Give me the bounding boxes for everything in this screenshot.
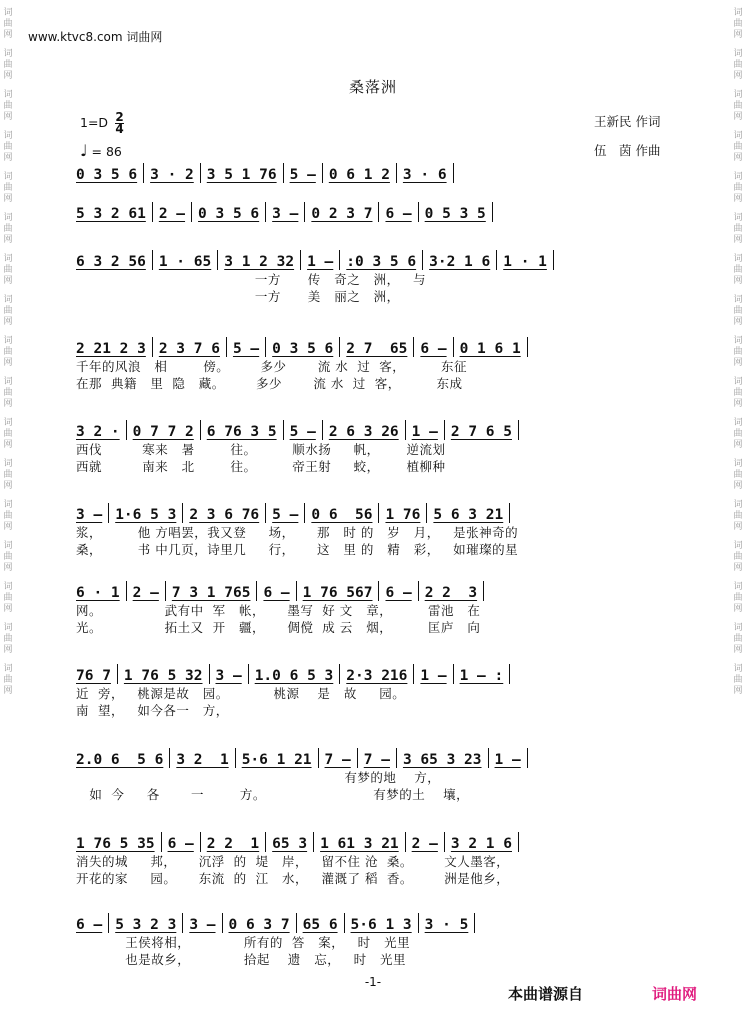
- bar-line: [248, 664, 249, 684]
- watermark-mark: 词 曲 网: [3, 418, 13, 450]
- time-signature: [115, 112, 124, 135]
- bar-line: [300, 250, 301, 270]
- source-note: 本曲谱源自: [508, 985, 584, 1003]
- score-system: [76, 913, 672, 968]
- bar-line: [126, 581, 127, 601]
- watermark-mark: 词 曲 网: [3, 459, 13, 491]
- notes-row: [76, 420, 672, 441]
- measure: 2 3 6 76: [189, 507, 260, 523]
- bar-line: [339, 664, 340, 684]
- measure: 1 61 3 21: [320, 836, 399, 852]
- measure: 6 76 3 5: [206, 424, 277, 440]
- measure: 2 2 1: [206, 836, 260, 852]
- notes-row: [76, 664, 672, 685]
- watermark-mark: 词 曲 网: [733, 8, 743, 40]
- lyricist: 王新民 作词: [594, 114, 661, 129]
- score-system: [76, 337, 672, 392]
- brand-logo[interactable]: 词曲网: [652, 985, 698, 1003]
- watermark-mark: 词 曲 网: [3, 8, 13, 40]
- notes-row: [76, 581, 672, 602]
- measure: 0 3 5 6: [272, 341, 334, 357]
- lyric-line: 近 旁， 桃源是故 园。 桃源 是 故 园。: [76, 686, 406, 701]
- bar-line: [339, 337, 340, 357]
- watermark-mark: 词 曲 网: [733, 664, 743, 696]
- bar-line: [509, 664, 510, 684]
- bar-line: [318, 748, 319, 768]
- watermark-mark: 词 曲 网: [3, 49, 13, 81]
- bar-line: [527, 337, 528, 357]
- bar-line: [553, 250, 554, 270]
- watermark-mark: 词 曲 网: [3, 254, 13, 286]
- composer: 伍 茵 作曲: [594, 143, 661, 158]
- measure: :0 3 5 6: [346, 254, 417, 270]
- watermark-mark: 词 曲 网: [733, 623, 743, 655]
- measure: 1 76: [385, 507, 421, 523]
- measure: 5·6 1 3: [350, 917, 412, 933]
- watermark-mark: 词 曲 网: [3, 582, 13, 614]
- bar-line: [339, 250, 340, 270]
- measure: 3 –: [215, 668, 242, 684]
- measure: 1 76 5 32: [123, 668, 203, 684]
- bar-line: [444, 420, 445, 440]
- watermark-mark: 词 曲 网: [733, 172, 743, 204]
- lyric-line: 南 望， 如今各一 方，: [76, 703, 229, 718]
- bar-line: [126, 420, 127, 440]
- measure: 65 3: [272, 836, 308, 852]
- bar-line: [235, 748, 236, 768]
- bar-line: [396, 748, 397, 768]
- bar-line: [304, 503, 305, 523]
- bar-line: [161, 832, 162, 852]
- measure: 2 3 7 6: [158, 341, 220, 357]
- watermark-mark: 词 曲 网: [3, 500, 13, 532]
- measure: 7 3 1 765: [171, 585, 251, 601]
- bar-line: [322, 163, 323, 183]
- bar-line: [344, 913, 345, 933]
- watermark-mark: 词 曲 网: [733, 213, 743, 245]
- bar-line: [509, 503, 510, 523]
- bar-line: [143, 163, 144, 183]
- watermark-mark: 词 曲 网: [3, 377, 13, 409]
- bar-line: [222, 913, 223, 933]
- measure: 65 6: [302, 917, 338, 933]
- score-system: [76, 420, 672, 475]
- right-watermark-strip: [731, 0, 745, 1030]
- measure: 3 2 1 6: [450, 836, 512, 852]
- lyric-line: 王侯将相， 所有的 答 案， 时 光里: [76, 935, 411, 950]
- measure: 3 –: [189, 917, 216, 933]
- lyric-line: 开花的家 园。 东流 的 江 水， 灌溉了 稻 香。 洲是他乡，: [76, 871, 510, 886]
- measure: 2.0 6 5 6: [76, 752, 164, 768]
- measure: 2 21 2 3: [76, 341, 146, 357]
- notes-row: [76, 337, 672, 358]
- key-label: 1=D: [80, 115, 109, 130]
- key-signature: [80, 112, 124, 135]
- tempo-marking: [80, 141, 122, 160]
- measure: 1 –: [307, 254, 334, 270]
- bar-line: [265, 503, 266, 523]
- time-bottom: 4: [115, 122, 124, 136]
- measure: 3 5 1 76: [206, 167, 277, 183]
- bar-line: [422, 250, 423, 270]
- score-system: [76, 163, 672, 184]
- lyric-line: 在那 典籍 里 隐 藏。 多少 流 水 过 客， 东成: [76, 376, 463, 391]
- measure: 7 –: [324, 752, 351, 768]
- measure: 0 3 5 6: [198, 206, 260, 222]
- bar-line: [418, 581, 419, 601]
- lyric-line: 一方 美 丽之 洲，: [76, 289, 400, 304]
- measure: 6 –: [167, 836, 194, 852]
- bar-line: [108, 913, 109, 933]
- song-title: 桑落洲: [348, 78, 397, 96]
- watermark-mark: 词 曲 网: [733, 336, 743, 368]
- score-system: [76, 832, 672, 887]
- measure: 3·2 1 6: [429, 254, 491, 270]
- bar-line: [413, 337, 414, 357]
- measure: 5 3 2 61: [76, 206, 146, 222]
- bar-line: [209, 664, 210, 684]
- measure: 3 –: [272, 206, 299, 222]
- bar-line: [152, 250, 153, 270]
- measure: 1 –: [494, 752, 521, 768]
- measure: 0 6 1 2: [328, 167, 390, 183]
- measure: 1 –: [411, 424, 438, 440]
- lyric-line: 桑， 书 中几页，诗里几 行， 这 里 的 精 彩， 如璀璨的星: [76, 542, 519, 557]
- measure: 6 · 1: [76, 585, 120, 601]
- measure: 1 76 5 35: [76, 836, 155, 852]
- notes-row: [76, 163, 672, 184]
- page-number: -1-: [364, 975, 382, 989]
- bar-line: [413, 664, 414, 684]
- measure: 2 –: [411, 836, 438, 852]
- measure: 1.0 6 5 3: [254, 668, 334, 684]
- watermark-mark: 词 曲 网: [733, 254, 743, 286]
- bar-line: [265, 832, 266, 852]
- measure: 1·6 5 3: [115, 507, 177, 523]
- measure: 7 –: [363, 752, 390, 768]
- measure: 6 –: [263, 585, 290, 601]
- bar-line: [152, 337, 153, 357]
- measure: 0 7 7 2: [132, 424, 194, 440]
- measure: 3 · 6: [402, 167, 447, 183]
- bar-line: [527, 748, 528, 768]
- score-system: [76, 503, 672, 558]
- bar-line: [357, 748, 358, 768]
- bar-line: [283, 163, 284, 183]
- bar-line: [474, 913, 475, 933]
- bar-line: [378, 202, 379, 222]
- measure: 1 76 567: [302, 585, 373, 601]
- bar-line: [518, 832, 519, 852]
- lyric-line: 光。 拓土又 开 疆， 倜傥 成 云 烟， 匡庐 向: [76, 620, 481, 635]
- measure: 6 3 2 56: [76, 254, 146, 270]
- measure: 2 7 6 5: [450, 424, 512, 440]
- bar-line: [217, 250, 218, 270]
- score-system: [76, 748, 672, 803]
- measure: 2 7 65: [346, 341, 408, 357]
- watermark-mark: 词 曲 网: [733, 49, 743, 81]
- watermark-mark: 词 曲 网: [3, 664, 13, 696]
- measure: 3 –: [76, 507, 103, 523]
- measure: 0 6 3 7: [228, 917, 290, 933]
- site-url[interactable]: www.ktvc8.com 词曲网: [28, 30, 163, 44]
- bar-line: [265, 337, 266, 357]
- bar-line: [488, 748, 489, 768]
- watermark-mark: 词 曲 网: [3, 336, 13, 368]
- watermark-mark: 词 曲 网: [733, 90, 743, 122]
- bar-line: [296, 913, 297, 933]
- measure: 3 2 1: [176, 752, 229, 768]
- measure: 2 –: [158, 206, 186, 222]
- measure: 5 –: [289, 167, 316, 183]
- bar-line: [200, 163, 201, 183]
- watermark-mark: 词 曲 网: [733, 418, 743, 450]
- lyric-line: 消失的城 邦， 沉浮 的 堤 岸， 留不住 沧 桑。 文人墨客，: [76, 854, 510, 869]
- measure: 0 3 5 6: [76, 167, 138, 183]
- time-top: 2: [115, 110, 124, 124]
- watermark-mark: 词 曲 网: [733, 131, 743, 163]
- score-system: [76, 664, 672, 719]
- bar-line: [378, 581, 379, 601]
- watermark-mark: 词 曲 网: [3, 172, 13, 204]
- score-system: [76, 581, 672, 636]
- bar-line: [117, 664, 118, 684]
- measure: 6 –: [385, 206, 412, 222]
- watermark-mark: 词 曲 网: [733, 582, 743, 614]
- lyric-line: 如 今 各 一 方。 有梦的土 壤，: [76, 787, 470, 802]
- bar-line: [313, 832, 314, 852]
- bar-line: [496, 250, 497, 270]
- measure: 1 · 65: [158, 254, 212, 270]
- bar-line: [444, 832, 445, 852]
- lyric-line: 浆， 他 方唱罢，我又登 场， 那 时 的 岁 月， 是张神奇的: [76, 525, 519, 540]
- measure: 3 65 3 23: [402, 752, 482, 768]
- measure: 0 2 3 7: [311, 206, 373, 222]
- measure: 1 –: [420, 668, 447, 684]
- measure: 2 –: [132, 585, 159, 601]
- bar-line: [169, 748, 170, 768]
- bar-line: [322, 420, 323, 440]
- watermark-mark: 词 曲 网: [3, 541, 13, 573]
- bar-line: [304, 202, 305, 222]
- measure: 2·3 216: [346, 668, 408, 684]
- measure: 5 3 2 3: [115, 917, 177, 933]
- quarter-note-icon: ♩: [80, 141, 88, 160]
- bar-line: [283, 420, 284, 440]
- measure: 3 · 2: [150, 167, 194, 183]
- left-watermark-strip: [1, 0, 15, 1030]
- notes-row: [76, 202, 672, 223]
- measure: 5 –: [272, 507, 299, 523]
- measure: 5·6 1 21: [241, 752, 312, 768]
- watermark-mark: 词 曲 网: [3, 90, 13, 122]
- bar-line: [396, 163, 397, 183]
- bar-line: [518, 420, 519, 440]
- bar-line: [418, 202, 419, 222]
- measure: 1 · 1: [503, 254, 547, 270]
- measure: 5 6 3 21: [433, 507, 504, 523]
- watermark-mark: 词 曲 网: [733, 500, 743, 532]
- watermark-mark: 词 曲 网: [3, 131, 13, 163]
- score-system: [76, 250, 672, 305]
- measure: 6 –: [76, 917, 103, 933]
- bar-line: [453, 337, 454, 357]
- measure: 2 2 3: [424, 585, 478, 601]
- measure: 3 1 2 32: [224, 254, 295, 270]
- measure: 1 – :: [459, 668, 504, 684]
- notes-row: [76, 250, 672, 271]
- bar-line: [405, 832, 406, 852]
- watermark-mark: 词 曲 网: [3, 213, 13, 245]
- notes-row: [76, 503, 672, 524]
- bar-line: [200, 420, 201, 440]
- bar-line: [191, 202, 192, 222]
- measure: 3 2 ·: [76, 424, 120, 440]
- lyric-line: 一方 传 奇之 洲， 与: [76, 272, 427, 287]
- watermark-mark: 词 曲 网: [3, 623, 13, 655]
- measure: 5 –: [289, 424, 316, 440]
- measure: 0 5 3 5: [424, 206, 486, 222]
- measure: 2 6 3 26: [328, 424, 399, 440]
- score-system: [76, 202, 672, 223]
- bar-line: [453, 163, 454, 183]
- bar-line: [182, 913, 183, 933]
- watermark-mark: 词 曲 网: [733, 459, 743, 491]
- bar-line: [165, 581, 166, 601]
- bar-line: [226, 337, 227, 357]
- bar-line: [200, 832, 201, 852]
- bar-line: [152, 202, 153, 222]
- bar-line: [108, 503, 109, 523]
- watermark-mark: 词 曲 网: [733, 541, 743, 573]
- measure: 0 6 56: [311, 507, 373, 523]
- measure: 6 –: [420, 341, 447, 357]
- bar-line: [418, 913, 419, 933]
- notes-row: [76, 913, 672, 934]
- bar-line: [256, 581, 257, 601]
- lyric-line: 西伐 寒来 暑 往。 顺水扬 帆， 逆流划: [76, 442, 446, 457]
- watermark-mark: 词 曲 网: [733, 377, 743, 409]
- notes-row: [76, 832, 672, 853]
- bar-line: [483, 581, 484, 601]
- measure: 76 7: [76, 668, 111, 684]
- tempo-value: = 86: [91, 144, 122, 159]
- bar-line: [296, 581, 297, 601]
- lyric-line: 也是故乡， 拾起 遗 忘， 时 光里: [76, 952, 407, 967]
- measure: 6 –: [385, 585, 412, 601]
- lyric-line: 千年的风浪 相 傍。 多少 流 水 过 客， 东征: [76, 359, 467, 374]
- lyric-line: 网。 武有中 军 帐， 墨写 好 文 章， 雷池 在: [76, 603, 481, 618]
- measure: 5 –: [232, 341, 260, 357]
- watermark-mark: 词 曲 网: [733, 295, 743, 327]
- bar-line: [492, 202, 493, 222]
- bar-line: [182, 503, 183, 523]
- lyric-line: 有梦的地 方，: [76, 770, 441, 785]
- bar-line: [378, 503, 379, 523]
- measure: 0 1 6 1: [459, 341, 521, 357]
- bar-line: [426, 503, 427, 523]
- bar-line: [405, 420, 406, 440]
- watermark-mark: 词 曲 网: [3, 295, 13, 327]
- bar-line: [265, 202, 266, 222]
- notes-row: [76, 748, 672, 769]
- measure: 3 · 5: [424, 917, 469, 933]
- bar-line: [453, 664, 454, 684]
- lyric-line: 西就 南来 北 往。 帝王射 蛟， 植柳种: [76, 459, 446, 474]
